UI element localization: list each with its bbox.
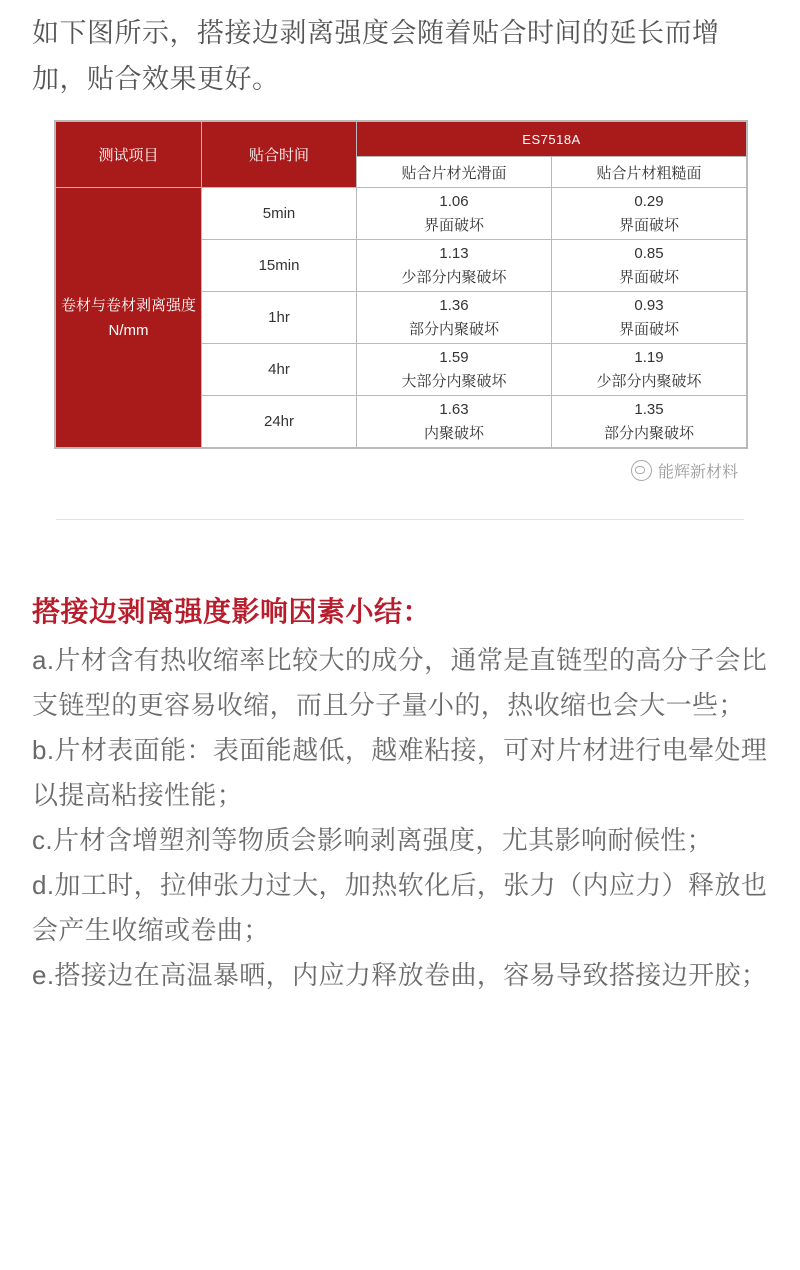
cell-smooth (357, 396, 552, 448)
cell-rough-value: 1.19 (634, 348, 664, 366)
summary-item-a: a.片材含有热收缩率比较大的成分，通常是直链型的高分子会比支链型的更容易收缩，而且分子量小的，热收缩也会大一些； (32, 645, 768, 720)
peel-strength-table (54, 120, 748, 449)
header-rough-face: 贴合片材粗糙面 (552, 157, 747, 188)
cell-time: 4hr (202, 344, 357, 396)
summary-item-b: b.片材表面能：表面能越低，越难粘接，可对片材进行电晕处理以提高粘接性能； (32, 735, 768, 810)
cell-rough-value: 1.35 (634, 400, 664, 418)
section-divider (56, 519, 744, 520)
cell-rough-value: 0.85 (634, 244, 664, 262)
cell-time: 5min (202, 188, 357, 240)
cell-smooth (357, 240, 552, 292)
cell-rough-mode: 界面破坏 (618, 320, 679, 338)
wechat-icon (631, 460, 652, 481)
cell-smooth (357, 344, 552, 396)
cell-rough-mode: 少部分内聚破坏 (596, 372, 702, 390)
cell-smooth-mode: 内聚破坏 (423, 424, 484, 442)
cell-smooth-mode: 大部分内聚破坏 (401, 372, 507, 390)
cell-time: 15min (202, 240, 357, 292)
cell-smooth-value: 1.59 (439, 348, 469, 366)
cell-rough (552, 188, 747, 240)
cell-smooth-value: 1.36 (439, 296, 469, 314)
summary-item-d: d.加工时，拉伸张力过大，加热软化后，张力（内应力）释放也会产生收缩或卷曲； (32, 870, 768, 945)
cell-time: 24hr (202, 396, 357, 448)
summary-item-e: e.搭接边在高温暴晒，内应力释放卷曲，容易导致搭接边开胶； (32, 960, 768, 990)
cell-smooth-mode: 界面破坏 (423, 216, 484, 234)
table-header-row (56, 122, 747, 157)
cell-rough (552, 396, 747, 448)
header-bond-time: 贴合时间 (202, 122, 357, 188)
cell-time: 1hr (202, 292, 357, 344)
watermark (54, 449, 748, 493)
cell-smooth-value: 1.06 (439, 192, 469, 210)
intro-paragraph: 如下图所示，搭接边剥离强度会随着贴合时间的延长而增加，贴合效果更好。 (32, 18, 720, 94)
cell-rough-mode: 界面破坏 (618, 268, 679, 286)
header-test-item: 测试项目 (56, 122, 202, 188)
header-smooth-face: 贴合片材光滑面 (357, 157, 552, 188)
cell-rough (552, 292, 747, 344)
table-row (56, 188, 747, 240)
cell-rough-mode: 界面破坏 (618, 216, 679, 234)
cell-rough-value: 0.29 (634, 192, 664, 210)
cell-rough-mode: 部分内聚破坏 (603, 424, 694, 442)
cell-smooth (357, 188, 552, 240)
cell-smooth-mode: 部分内聚破坏 (408, 320, 499, 338)
header-product-group: ES7518A (357, 122, 747, 157)
cell-smooth-value: 1.13 (439, 244, 469, 262)
cell-smooth (357, 292, 552, 344)
cell-rough (552, 344, 747, 396)
summary-item-c: c.片材含增塑剂等物质会影响剥离强度，尤其影响耐候性； (32, 825, 714, 855)
row-label-peel-strength: 卷材与卷材剥离强度 N/mm (56, 188, 202, 448)
cell-rough-value: 0.93 (634, 296, 664, 314)
cell-smooth-mode: 少部分内聚破坏 (401, 268, 507, 286)
cell-rough (552, 240, 747, 292)
watermark-label: 能辉新材料 (657, 464, 738, 481)
cell-smooth-value: 1.63 (439, 400, 469, 418)
summary-title: 搭接边剥离强度影响因素小结： (32, 596, 432, 627)
